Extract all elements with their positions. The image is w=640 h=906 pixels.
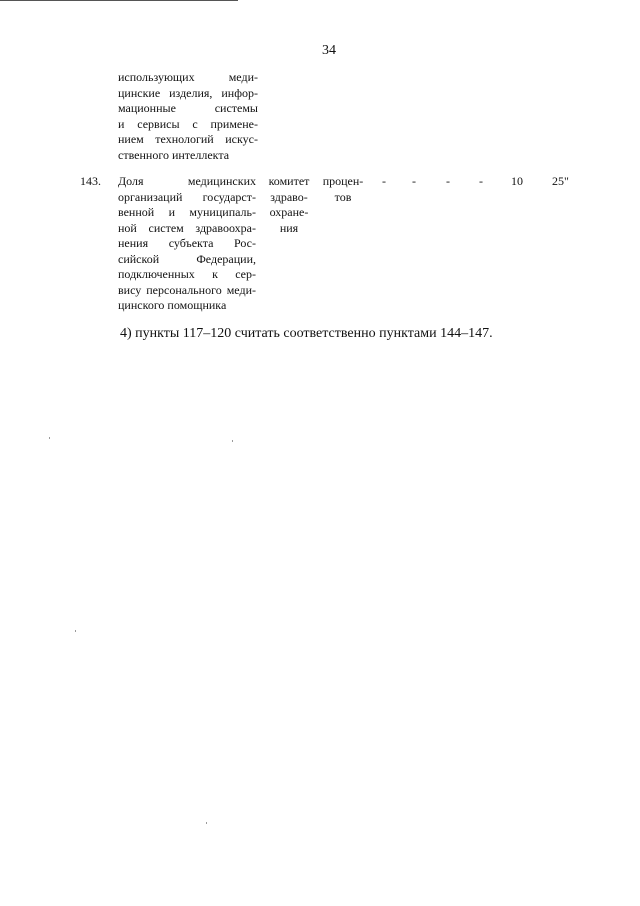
indicator-name-line: вису персонального меди-: [118, 282, 256, 297]
row-number: 143.: [80, 174, 101, 188]
responsible-line: ния: [279, 220, 299, 235]
indicator-name-line: венной и муниципаль-: [118, 205, 256, 219]
closing-instruction: 4) пункты 117–120 считать соответственно пунктами 144–147.: [120, 326, 493, 341]
scan-speck: [206, 822, 207, 824]
continuation-line: использующих меди-: [118, 70, 258, 84]
scan-edge-line: [0, 0, 238, 1]
indicator-name-line: организаций государст-: [118, 189, 256, 204]
indicator-name-line: ной систем здравоохра-: [118, 220, 256, 235]
indicator-name-line: подключенных к сер-: [118, 267, 256, 281]
indicator-name-cell: [118, 174, 256, 314]
continuation-line: мационные системы: [118, 101, 258, 115]
unit-line: процен-: [322, 174, 364, 188]
responsible-line: здраво-: [270, 189, 308, 204]
responsible-cell: [264, 174, 314, 236]
indicator-name-line: Доля медицинских: [118, 174, 256, 188]
scan-speck: [75, 630, 76, 632]
scan-speck: [49, 437, 50, 439]
value-cell: 10: [511, 174, 523, 188]
value-cell: -: [412, 174, 416, 188]
responsible-line: комитет: [268, 174, 310, 188]
indicator-name-line: нения субъекта Рос-: [118, 236, 256, 250]
continuation-line: и сервисы с примене-: [118, 116, 258, 131]
value-cell: 25": [552, 174, 569, 188]
unit-cell: [320, 174, 366, 205]
continuation-line: ственного интеллекта: [118, 147, 230, 162]
value-cell: -: [382, 174, 386, 188]
indicator-name-line: сийской Федерации,: [118, 251, 256, 266]
value-cell: -: [446, 174, 450, 188]
continuation-line: цинские изделия, инфор-: [118, 85, 258, 100]
responsible-line: охране-: [269, 205, 309, 219]
scan-speck: [232, 440, 233, 442]
value-cell: -: [479, 174, 483, 188]
page-number: 34: [322, 43, 336, 58]
table-cell-continuation: [118, 70, 258, 163]
indicator-name-line: цинского помощника: [118, 298, 227, 312]
continuation-line: нием технологий искус-: [118, 132, 258, 146]
unit-line: тов: [334, 189, 352, 204]
